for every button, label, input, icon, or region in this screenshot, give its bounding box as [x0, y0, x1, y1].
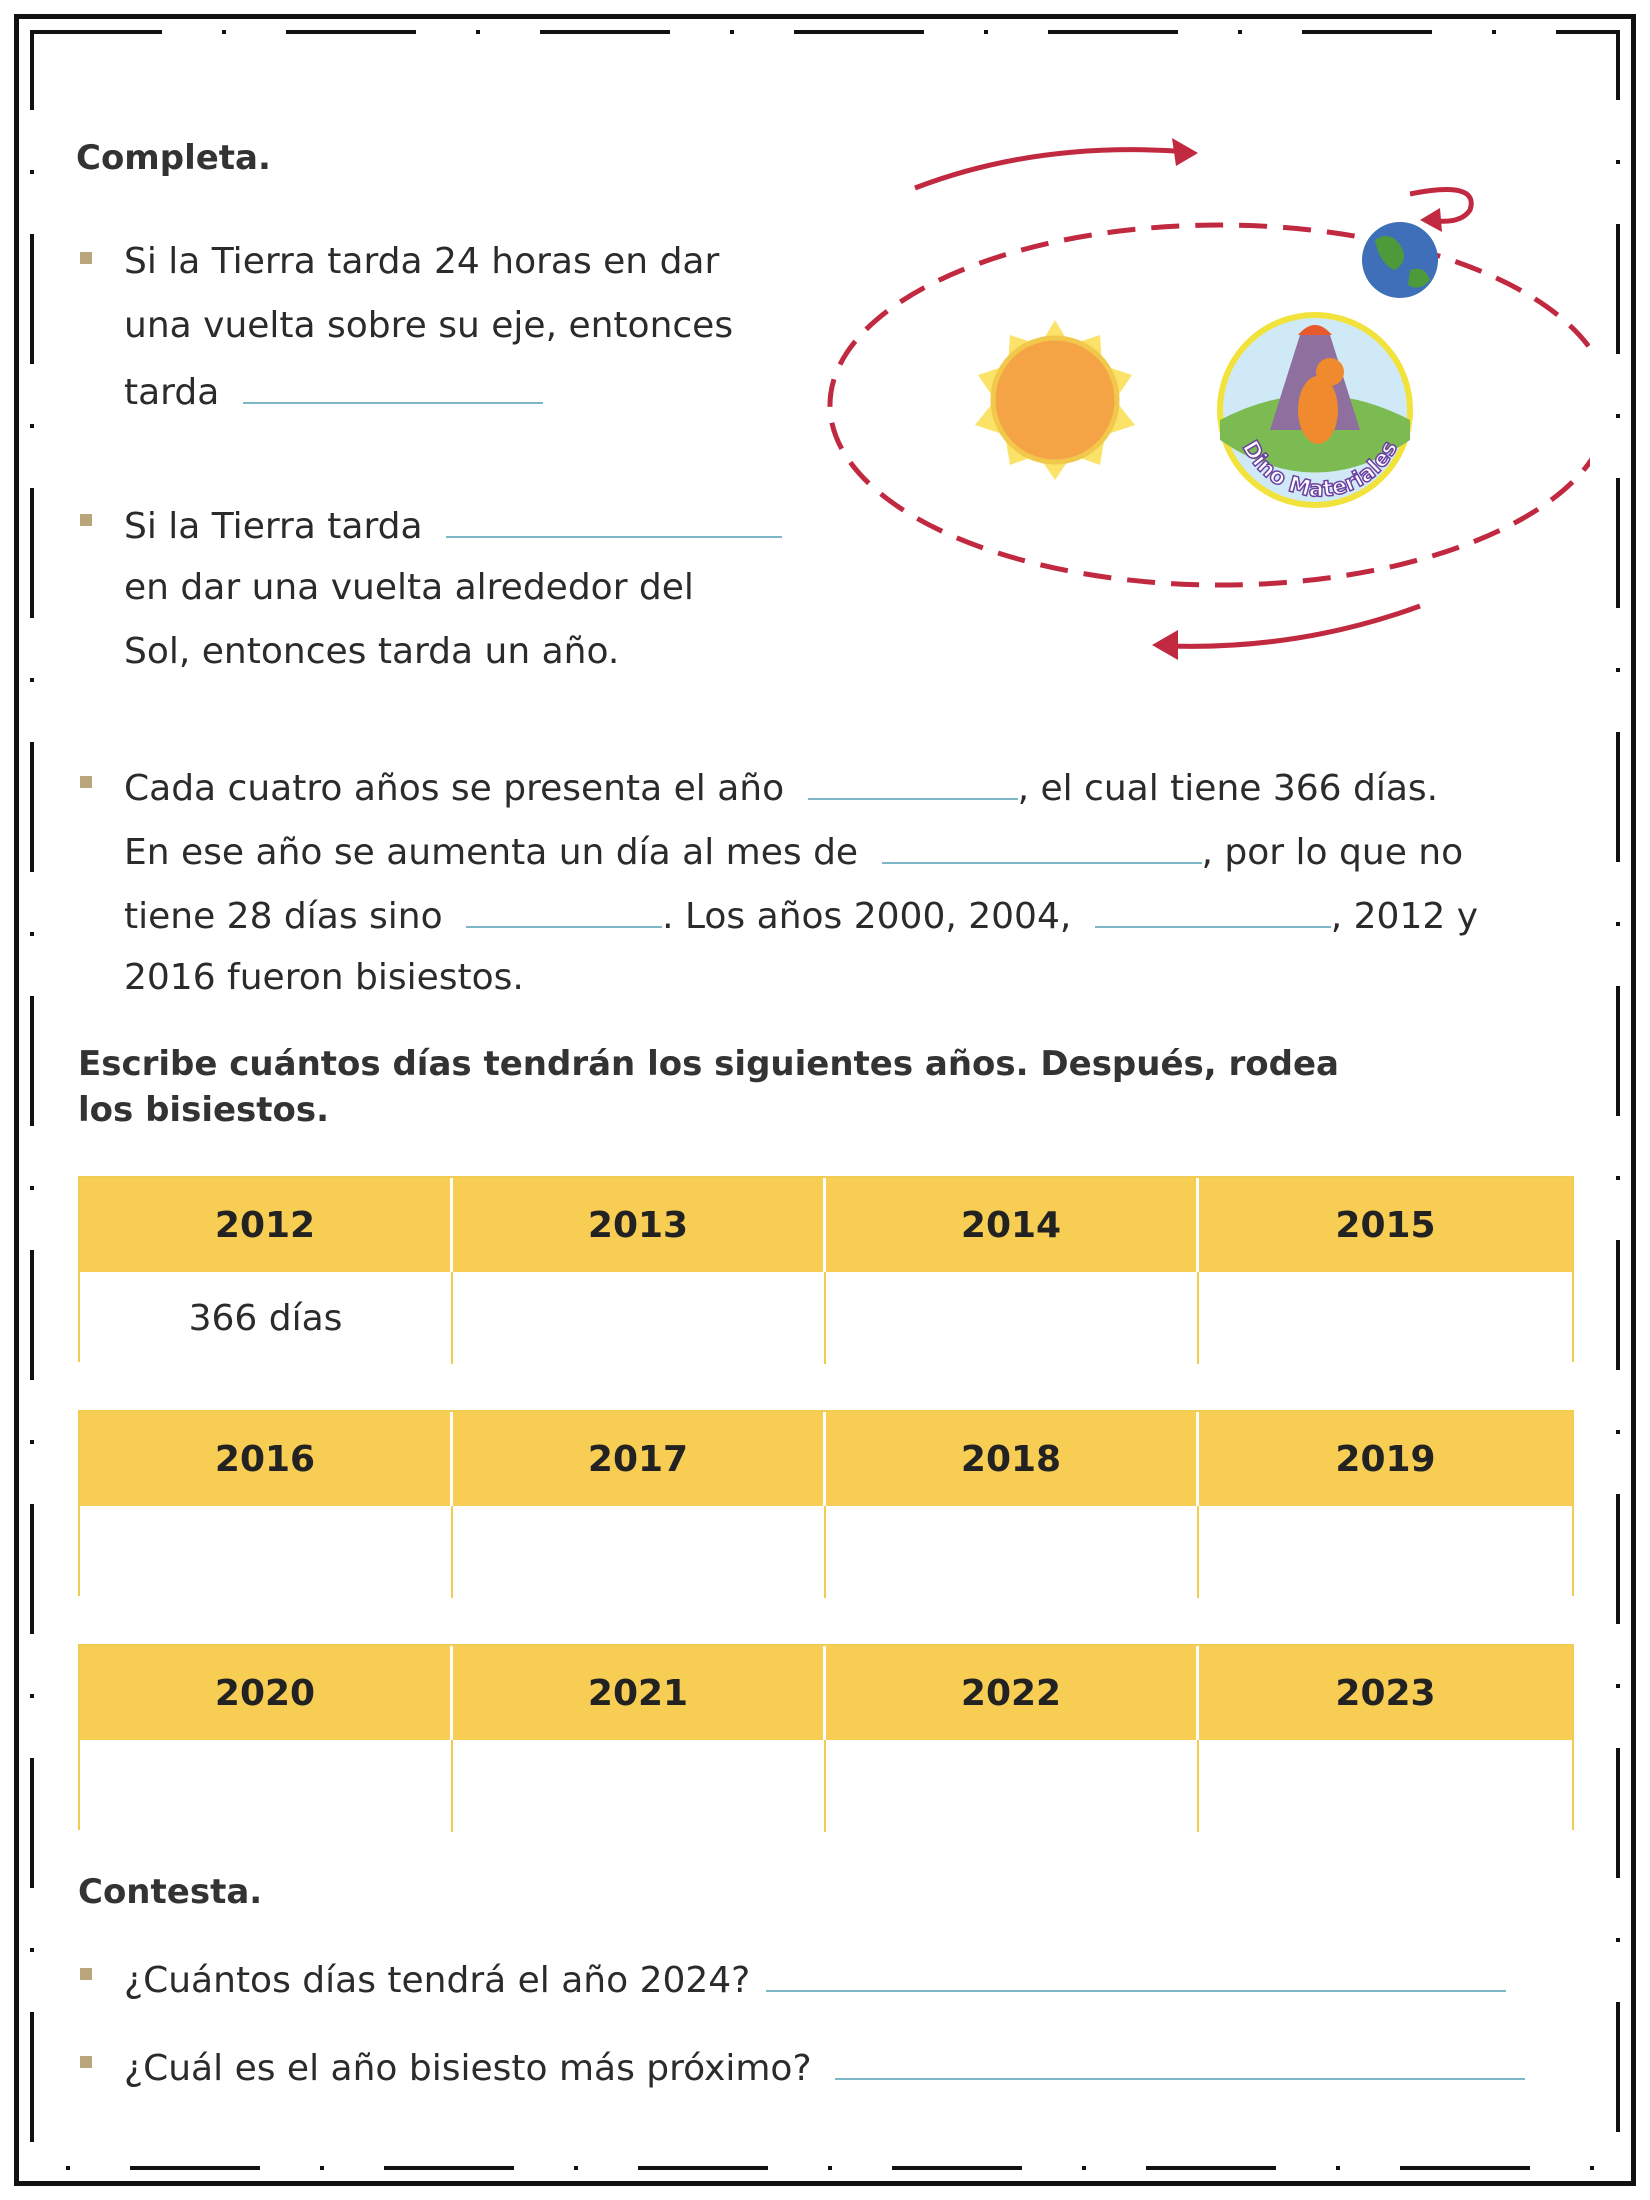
year-header: 2014 [826, 1178, 1199, 1272]
item3-line1a: Cada cuatro años se presenta el año [124, 768, 785, 809]
answer-blank-6[interactable] [1095, 896, 1331, 928]
answer-blank-q1[interactable] [766, 1960, 1506, 1992]
orbit-illustration [800, 120, 1590, 680]
days-cell[interactable] [80, 1740, 453, 1832]
bullet-icon [80, 776, 92, 788]
year-header: 2018 [826, 1412, 1199, 1506]
bullet-icon [80, 2056, 92, 2068]
question-2: ¿Cuál es el año bisiesto más próximo? [124, 2048, 812, 2089]
heading-escribe-line1: Escribe cuántos días tendrán los siguientes años. Después, rodea [78, 1044, 1339, 1084]
year-table-3 [78, 1644, 1574, 1830]
days-cell[interactable] [1199, 1272, 1572, 1364]
heading-escribe-line2: los bisiestos. [78, 1090, 330, 1130]
orbit-path [830, 225, 1590, 585]
answer-blank-1[interactable] [243, 372, 543, 404]
item2-line2: en dar una vuelta alrededor del [124, 567, 694, 608]
bullet-icon [80, 514, 92, 526]
answer-blank-4[interactable] [882, 832, 1202, 864]
item3-line3a: tiene 28 días sino [124, 896, 443, 937]
days-cell[interactable] [1199, 1740, 1572, 1832]
answer-blank-q2[interactable] [835, 2048, 1525, 2080]
year-header: 2022 [826, 1646, 1199, 1740]
item1-line2: una vuelta sobre su eje, entonces [124, 305, 734, 346]
arrow-right-loop [1410, 190, 1471, 232]
item3-line4: 2016 fueron bisiestos. [124, 957, 524, 998]
item1-line3: tarda [124, 372, 220, 413]
earth-icon [1362, 222, 1438, 298]
item3-line1b: , el cual tiene 366 días. [1017, 768, 1439, 809]
item3-line3-row [124, 896, 1478, 935]
year-header: 2012 [80, 1178, 453, 1272]
item3-line2a: En ese año se aumenta un día al mes de [124, 832, 859, 873]
year-header: 2020 [80, 1646, 453, 1740]
days-cell[interactable] [826, 1506, 1199, 1598]
item2-line1: Si la Tierra tarda [124, 506, 423, 547]
year-table-2 [78, 1410, 1574, 1596]
year-header: 2023 [1199, 1646, 1572, 1740]
bullet-icon [80, 1968, 92, 1980]
answer-blank-5[interactable] [466, 896, 662, 928]
question-1: ¿Cuántos días tendrá el año 2024? [124, 1960, 751, 2001]
question-1-row [124, 1960, 1506, 1999]
item3-line2b: , por lo que no [1201, 832, 1464, 873]
item3-line3c: , 2012 y [1330, 896, 1479, 937]
arrow-bottom [1152, 606, 1420, 660]
item2-line1-row [124, 506, 782, 545]
item3-line2-row [124, 832, 1463, 871]
year-header: 2019 [1199, 1412, 1572, 1506]
question-2-row [124, 2048, 1525, 2087]
item1-line1: Si la Tierra tarda 24 horas en dar [124, 241, 720, 282]
year-table-1 [78, 1176, 1574, 1362]
days-cell[interactable] [826, 1740, 1199, 1832]
days-cell[interactable] [453, 1740, 826, 1832]
item3-line3b: . Los años 2000, 2004, [662, 896, 1072, 937]
days-cell[interactable] [453, 1506, 826, 1598]
heading-contesta: Contesta. [78, 1872, 263, 1912]
logo-text: Dino Materiales [1236, 436, 1404, 503]
item2-line3: Sol, entonces tarda un año. [124, 631, 620, 672]
year-header: 2017 [453, 1412, 826, 1506]
sun-icon [975, 320, 1135, 480]
answer-blank-3[interactable] [808, 768, 1018, 800]
days-cell[interactable] [80, 1506, 453, 1598]
year-header: 2013 [453, 1178, 826, 1272]
year-header: 2015 [1199, 1178, 1572, 1272]
year-header: 2016 [80, 1412, 453, 1506]
item3-line1-row [124, 768, 1438, 807]
days-cell[interactable] [826, 1272, 1199, 1364]
arrow-top [915, 138, 1198, 188]
answer-blank-2[interactable] [446, 506, 782, 538]
days-cell[interactable] [1199, 1506, 1572, 1598]
heading-completa: Completa. [76, 138, 271, 178]
dino-materiales-logo [1220, 315, 1410, 505]
year-header: 2021 [453, 1646, 826, 1740]
bullet-icon [80, 252, 92, 264]
days-cell[interactable]: 366 días [80, 1272, 453, 1364]
item1-line3-row [124, 372, 543, 411]
days-cell[interactable] [453, 1272, 826, 1364]
